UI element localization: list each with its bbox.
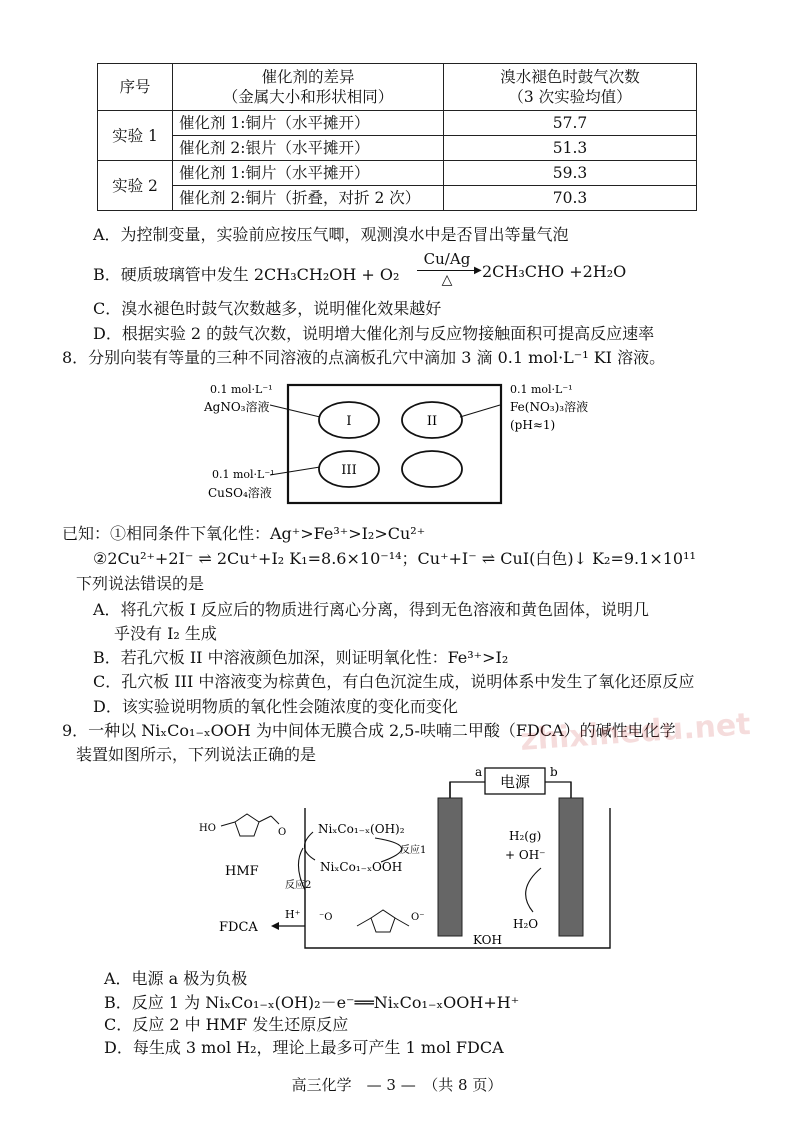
- anode-electrode: [438, 798, 462, 936]
- svg-text:O⁻: O⁻: [411, 912, 425, 923]
- value-cell: 51.3: [444, 136, 697, 161]
- nico-ooh-label: NiₓCo₁₋ₓOOH: [320, 860, 403, 874]
- q7-arrow-line: [417, 270, 479, 271]
- reaction-1-label: 反应1: [400, 845, 427, 856]
- table-row: [98, 136, 697, 161]
- reaction-2-label: 反应2: [285, 880, 312, 891]
- group-cell: 实验 2: [98, 161, 173, 211]
- wire-b: [545, 782, 571, 800]
- fdca-anion-structure: [357, 910, 409, 932]
- q9-option-b: B．反应 1 为 NiₓCo₁₋ₓ(OH)₂－e⁻══NiₓCo₁₋ₓOOH+H⁺: [104, 993, 520, 1012]
- q8-known-2: ②2Cu²⁺+2I⁻ ⇌ 2Cu⁺+I₂ K₁=8.6×10⁻¹⁴；Cu⁺+I⁻ ⇌ CuI(白色)↓ K₂=9.1×10¹¹: [93, 549, 696, 568]
- q7-option-b-left: B．硬质玻璃管中发生 2CH₃CH₂OH + O₂: [93, 265, 400, 284]
- q9-stem-line1: 9．一种以 NiₓCo₁₋ₓOOH 为中间体无膜合成 2,5-呋喃二甲酸（FDCA）的碱性电化学: [62, 721, 676, 740]
- q8-option-b: B．若孔穴板 II 中溶液颜色加深，则证明氧化性：Fe³⁺>I₂: [93, 648, 509, 667]
- q7-option-a: A．为控制变量，实验前应按压气唧，观测溴水中是否冒出等量气泡: [93, 225, 569, 244]
- well-3-label: III: [341, 463, 357, 478]
- value-cell: 57.7: [444, 111, 697, 136]
- electrolysis-diagram: [195, 760, 635, 960]
- koh-label: KOH: [473, 933, 502, 947]
- q7-arrow-head-icon: ▶: [474, 265, 482, 276]
- header-count: 溴水褪色时鼓气次数 （3 次实验均值）: [444, 64, 697, 111]
- fe-conc: 0.1 mol·L⁻¹: [510, 383, 573, 396]
- agno3-name: AgNO₃溶液: [204, 400, 270, 414]
- value-cell: 70.3: [444, 186, 697, 211]
- hmf-ho: HO: [199, 823, 216, 834]
- q8-known-1: 已知：①相同条件下氧化性：Ag⁺>Fe³⁺>I₂>Cu²⁺: [62, 524, 426, 543]
- agno3-conc: 0.1 mol·L⁻¹: [210, 383, 273, 396]
- catalyst-cell: 催化剂 1:铜片（水平摊开）: [173, 111, 444, 136]
- hmf-label: HMF: [225, 864, 259, 879]
- table-row: [98, 186, 697, 211]
- hplus-label: H⁺: [285, 908, 301, 921]
- oh-label: + OH⁻: [505, 848, 546, 862]
- reaction-1-arrow: [375, 838, 402, 862]
- q8-option-c: C．孔穴板 III 中溶液变为棕黄色，有白色沉淀生成，说明体系中发生了氧化还原反应: [93, 672, 695, 691]
- q8-ask: 下列说法错误的是: [76, 574, 205, 593]
- catalyst-cell: 催化剂 2:铜片（折叠，对折 2 次）: [173, 186, 444, 211]
- fe-ph: (pH≈1): [510, 418, 556, 432]
- water-to-h2-arrow: [526, 868, 541, 912]
- q9-option-c: C．反应 2 中 HMF 发生还原反应: [104, 1015, 349, 1034]
- leader-line-1: [270, 405, 320, 417]
- terminal-a: a: [475, 765, 483, 779]
- table-row: [98, 161, 697, 186]
- watermark-text: zhixinedu.net: [519, 706, 752, 759]
- q9-stem-line2: 装置如图所示，下列说法正确的是: [76, 745, 317, 764]
- q8-option-d: D．该实验说明物质的氧化性会随浓度的变化而变化: [93, 697, 458, 716]
- q9-option-d: D．每生成 3 mol H₂，理论上最多可产生 1 mol FDCA: [104, 1038, 504, 1057]
- h2-label: H₂(g): [509, 829, 542, 843]
- well-2-label: II: [426, 414, 438, 429]
- table-row: [98, 111, 697, 136]
- hmf-o: O: [278, 827, 287, 838]
- spot-plate: [288, 385, 501, 503]
- fe-name: Fe(NO₃)₃溶液: [510, 400, 589, 414]
- catalyst-cell: 催化剂 1:铜片（水平摊开）: [173, 161, 444, 186]
- group-cell: 实验 1: [98, 111, 173, 161]
- cathode-electrode: [559, 798, 583, 936]
- cuso4-name: CuSO₄溶液: [208, 486, 272, 500]
- header-catalyst: 催化剂的差异 （金属大小和形状相同）: [173, 64, 444, 111]
- fdca-label: FDCA: [219, 920, 258, 935]
- experiment-table: [97, 63, 697, 211]
- q7-option-d: D．根据实验 2 的鼓气次数，说明增大催化剂与反应物接触面积可提高反应速率: [93, 324, 655, 343]
- q9-option-a: A．电源 a 极为负极: [104, 969, 248, 988]
- q8-stem: 8．分别向装有等量的三种不同溶液的点滴板孔穴中滴加 3 滴 0.1 mol·L⁻¹ KI 溶液。: [62, 348, 666, 367]
- q7-condition-bottom: △: [441, 272, 453, 288]
- spot-plate-diagram: [200, 375, 589, 510]
- value-cell: 59.3: [444, 161, 697, 186]
- terminal-b: b: [550, 765, 558, 779]
- nico-oh-label: NiₓCo₁₋ₓ(OH)₂: [318, 822, 405, 836]
- leader-line-3: [270, 467, 320, 475]
- catalyst-cell: 催化剂 2:银片（水平摊开）: [173, 136, 444, 161]
- hmf-structure: [221, 814, 279, 836]
- power-label: 电源: [499, 773, 531, 791]
- page-footer: 高三化学 — 3 — （共 8 页）: [291, 1076, 503, 1094]
- well-1-label: I: [346, 414, 352, 429]
- reaction-2-arrow: [304, 832, 315, 860]
- svg-text:⁻O: ⁻O: [319, 912, 333, 923]
- q8-option-a-line1: A．将孔穴板 I 反应后的物质进行离心分离，得到无色溶液和黄色固体，说明几: [93, 600, 650, 619]
- well-4: [402, 451, 462, 487]
- q7-condition-top: Cu/Ag: [423, 250, 471, 268]
- header-index: 序号: [98, 64, 173, 111]
- q8-option-a-line2: 乎没有 I₂ 生成: [114, 624, 217, 643]
- leader-line-2: [460, 405, 500, 417]
- table-header-row: [98, 64, 697, 111]
- q7-option-b-right: 2CH₃CHO +2H₂O: [482, 262, 627, 281]
- h2o-label: H₂O: [513, 917, 539, 931]
- q7-option-c: C．溴水褪色时鼓气次数越多，说明催化效果越好: [93, 299, 442, 318]
- cuso4-conc: 0.1 mol·L⁻¹: [212, 468, 275, 481]
